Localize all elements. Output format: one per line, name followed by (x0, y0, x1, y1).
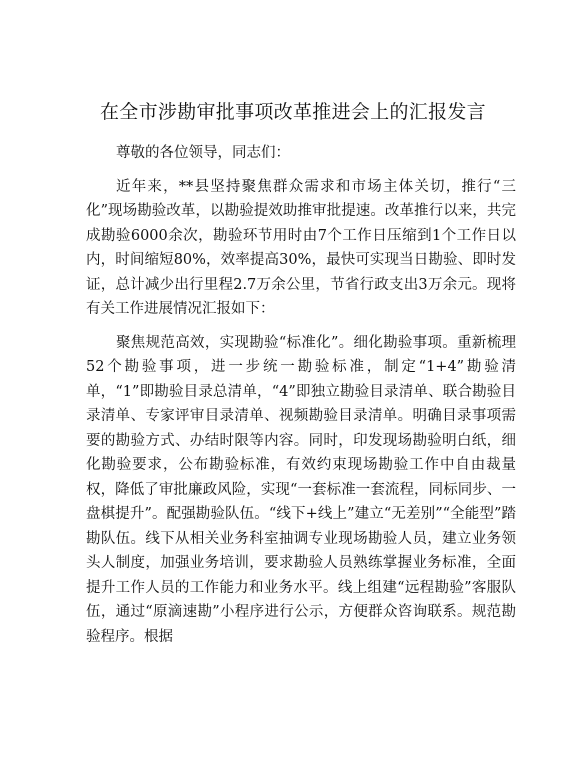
document-title: 在全市涉勘审批事项改革推进会上的汇报发言 (99, 101, 486, 123)
document-body (86, 141, 516, 649)
paragraph-intro: 近年来，**县坚持聚焦群众需求和市场主体关切，推行“三化”现场勘验改革，以勘验提效助推审批提速。改革推行以来，共完成勘验6000余次，勘验环节用时由7个工作日压缩到1个工作日以内，时间缩短80%，效率提高30%，最快可实现当日勘验、即时发证，总计减少出行里程2.7万余公里，节省行政支出3万余元。现将有关工作进展情况汇报如下： (86, 178, 516, 317)
salutation: 尊敬的各位领导，同志们： (116, 145, 290, 161)
paragraph-standardization: 聚焦规范高效，实现勘验“标准化”。细化勘验事项。重新梳理52个勘验事项，进一步统一勘验标准，制定“1+4”勘验清单，“1”即勘验目录总清单，“4”即独立勘验目录清单、联合勘验目录清单、专家评审目录清单、视频勘验目录清单。明确目录事项需要的勘验方式、办结时限等内容。同时，印发现场勘验明白纸，细化勘验要求，公布勘验标准，有效约束现场勘验工作中自由裁量权，降低了审批廉政风险，实现“一套标准一套流程，同标同步、一盘棋提升”。配强勘验队伍。“线下+线上”建立“无差别”“全能型”踏勘队伍。线下从相关业务科室抽调专业现场勘验人员，建立业务领头人制度，加强业务培训，要求勘验人员熟练掌握业务标准，全面提升工作人员的工作能力和业务水平。线上组建“远程勘验”客服队伍，通过“原滴速勘”小程序进行公示，方便群众咨询联系。规范勘验程序。根据 (86, 334, 516, 645)
